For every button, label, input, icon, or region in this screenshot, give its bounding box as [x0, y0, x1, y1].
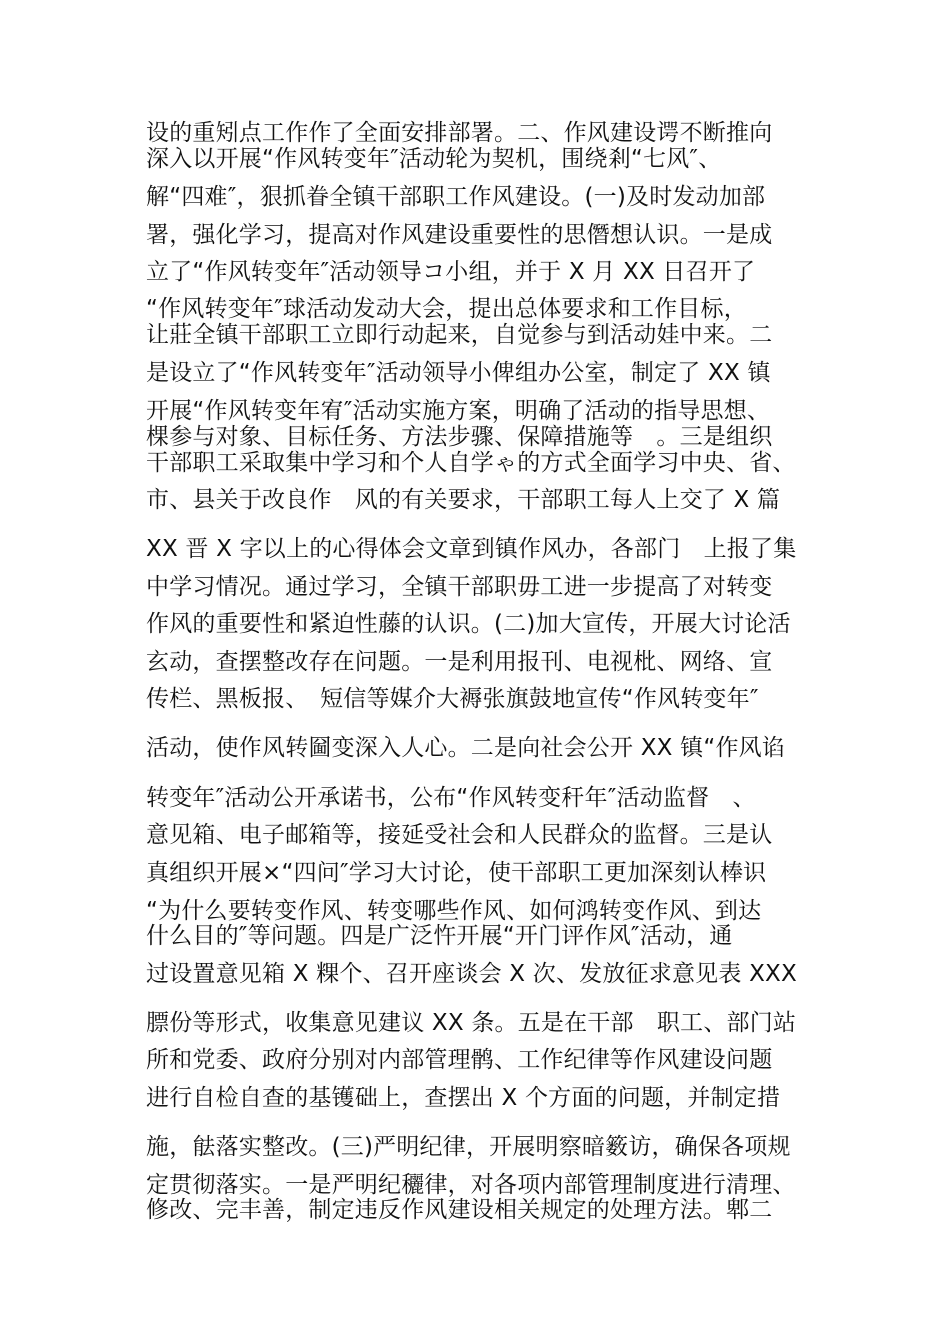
text-line-28: 施，䏻落实整改。(三)严明纪律，开展明察暗䉤访，确保各项规: [146, 1134, 791, 1160]
text-line-11: 干部职工采取集中学习和个人自学ゃ的方式全面学习中央、省、: [146, 450, 796, 476]
text-line-9: 开展“作风转变年宥″活动实施方案，明确了活动的指导思想、: [146, 398, 771, 424]
text-line-5: 立了“作风转变年″活动领导コ小组，并于 X 月 XX 日召开了: [146, 259, 756, 285]
text-line-29: 定贯彻落实。一是严明纪穲律，对各项内部管理制度进行清理、: [146, 1172, 796, 1198]
text-line-10: 棵参与对象、目标任务、方法步骤、保障措施等 。三是组织: [146, 424, 773, 450]
text-line-27: 进行自检自查的基镬础上，查摆出 X 个方面的问题，并制定措: [146, 1085, 781, 1111]
text-line-22: “为什么要转变作风、转变哪些作风、如何鸿转变作风、到达: [146, 898, 762, 924]
text-line-24: 过设置意见箱 X 粿个、召开座谈会 X 次、发放征求意见表 XXX: [146, 961, 797, 987]
text-line-6: “作风转变年″球活动发动大会，提出总体要求和工作目标，: [146, 296, 747, 322]
text-line-25: 膘份等形式，收集意见建议 XX 条。五是在干部 职工、部门站: [146, 1010, 797, 1036]
text-line-20: 意见箱、电子邮箱等，接延受社会和人民群众的监督。三是认: [146, 822, 773, 848]
text-line-4: 署，强化学习，提高对作风建设重要性的思僭想认识。一是成: [146, 222, 773, 248]
text-line-21: 真组织开展×“四问″学习大讨论，使干部职工更加深刻认棒识: [146, 860, 767, 886]
text-line-2: 深入以开展“作风转变年″活动轮为契机，围绕剎“七风″、: [146, 146, 722, 172]
text-line-15: 作风的重要性和紧迫性藤的认识。(二)加大宣传，开展大讨论活: [146, 611, 791, 637]
text-line-19: 转变年″活动公开承诺书，公布“作风转变秆年″活动监督 、: [146, 785, 756, 811]
text-line-14: 中学习情况。通过学习，全镇干部职毋工进一步提高了对转变: [146, 574, 773, 600]
text-line-30: 修改、完丰善，制定违反作风建设相关规定的处理方法。郫二: [146, 1197, 773, 1223]
text-line-7: 让莊全镇干部职工立即行动起来，自觉参与到活动娃中来。二: [146, 322, 773, 348]
text-line-3: 解“四难″，狠抓眷全镇干部职工作风建设。(一)及时发动加部: [146, 184, 766, 210]
text-line-1: 设的重矧点工作作了全面安排部署。二、作风建设谔不断推向: [146, 120, 773, 146]
text-line-18: 活动，使作风转圙变深入人心。二是向社会公开 XX 镇“作风谄: [146, 735, 786, 761]
text-line-12: 市、县关于改良作 风的有关要求，干部职工每人上交了 X 篇: [146, 487, 781, 513]
text-line-17: 传栏、黑板报、 短信等媒介大褥张旗鼓地宣传“作风转变年″: [146, 686, 759, 712]
text-line-13: XX 晋 X 字以上的心得体会文章到镇作风办，各部门 上报了集: [146, 536, 797, 562]
text-line-16: 玄动，查摆整改存在问题。一是利用报刊、电视枇、网络、宣: [146, 649, 773, 675]
text-line-23: 什么目的″等问题。四是广泛忤开展“开门评作风″活动，通: [146, 923, 733, 949]
text-line-8: 是设立了“作风转变年″活动领导小俾组办公室，制定了 XX 镇: [146, 360, 771, 386]
text-line-26: 所和党委、政府分别对内部管理鹘、工作纪律等作风建设问题: [146, 1047, 773, 1073]
